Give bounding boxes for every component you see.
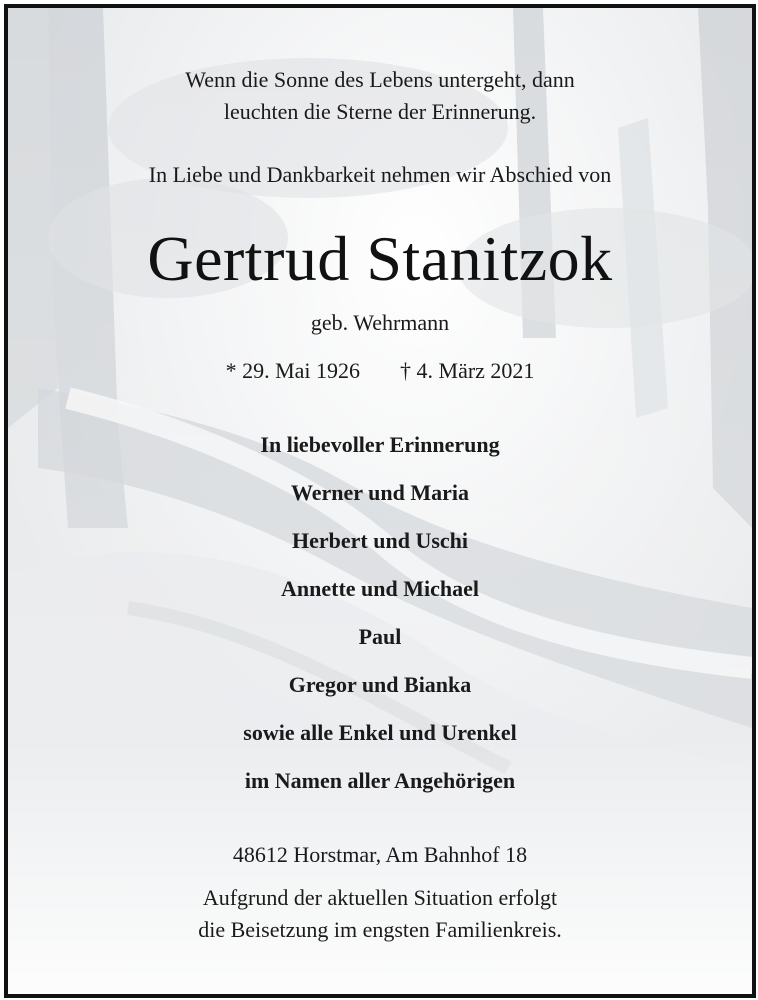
- notice-line-1: Aufgrund der aktuellen Situation erfolgt: [202, 885, 558, 910]
- notice-line-2: die Beisetzung im engsten Familienkreis.: [198, 917, 562, 942]
- address: 48612 Horstmar, Am Bahnhof 18: [232, 842, 528, 867]
- mourner-line: In liebevoller Erinnerung: [260, 432, 500, 457]
- mourner-line: Herbert und Uschi: [292, 528, 468, 553]
- deceased-name: Gertrud Stanitzok: [147, 223, 613, 294]
- mourner-line: Gregor und Bianka: [288, 672, 472, 697]
- birth-name: geb. Wehrmann: [310, 310, 450, 335]
- life-dates: [8, 358, 752, 384]
- mourner-line: Annette und Michael: [281, 576, 479, 601]
- obituary-text: [8, 8, 752, 994]
- quote-line-2: leuchten die Sterne der Erinnerung.: [223, 99, 537, 124]
- mourner-line: sowie alle Enkel und Urenkel: [243, 720, 517, 745]
- mourner-line: im Namen aller Angehörigen: [244, 768, 516, 793]
- mourner-line: Werner und Maria: [290, 480, 470, 505]
- intro-text: In Liebe und Dankbarkeit nehmen wir Abschied von: [148, 162, 612, 187]
- birth-date: * 29. Mai 1926: [225, 358, 361, 383]
- obituary-card: [4, 4, 756, 998]
- mourner-line: Paul: [358, 624, 402, 649]
- death-date: † 4. März 2021: [400, 358, 535, 383]
- quote-line-1: Wenn die Sonne des Lebens untergeht, dann: [185, 67, 575, 92]
